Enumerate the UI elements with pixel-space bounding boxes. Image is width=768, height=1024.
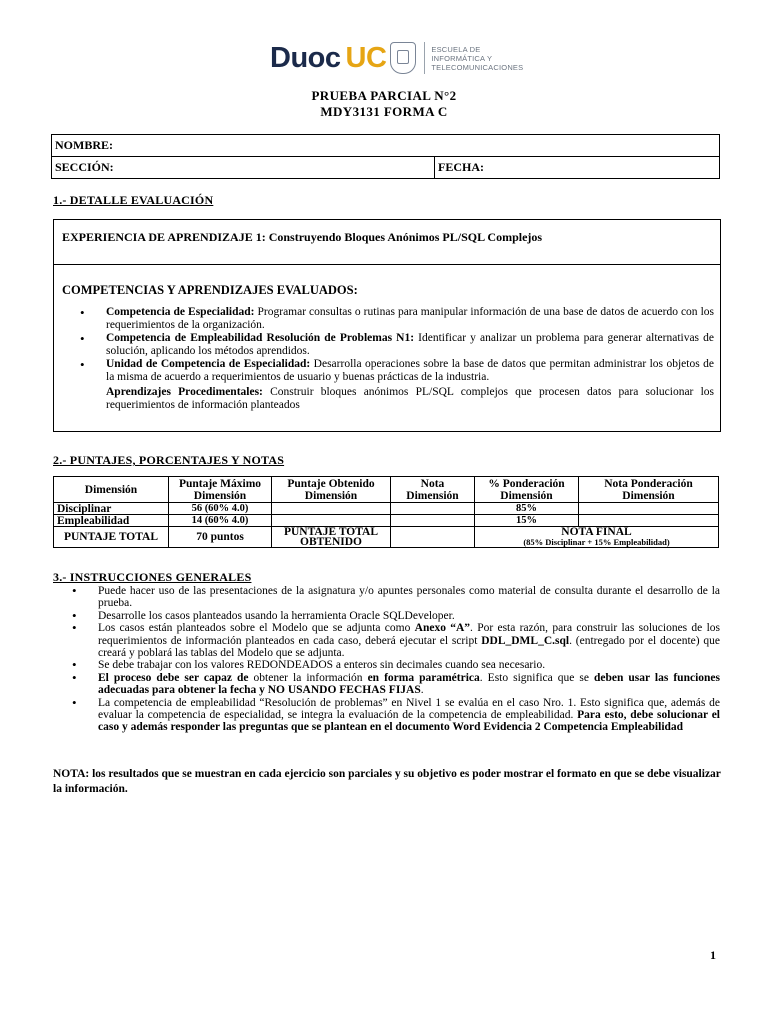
exam-title: PRUEBA PARCIAL N°2	[311, 88, 457, 103]
obtained-cell[interactable]	[272, 515, 391, 527]
list-item: • Desarrolle los casos planteados usando la herramienta Oracle SQLDeveloper.	[98, 610, 720, 622]
student-info-table	[51, 134, 720, 179]
col-header: Dimensión	[54, 477, 169, 503]
list-item: • La competencia de empleabilidad “Resolución de problemas” en Nivel 1 se evalúa en el caso Nro. 1. Esto significa que, además de evaluar la competencia de especialidad, se integra la evaluación de la competencia de empleabilidad. Para esto, debe solucionar el caso y además responder las preguntas que se plantean en el documento Word Evidencia 2 Competencia Empleabilidad	[98, 697, 720, 734]
page-number: 1	[710, 948, 716, 962]
scores-table	[53, 476, 719, 548]
seal-icon	[390, 42, 416, 74]
instructions-list	[98, 585, 720, 734]
col-header: Puntaje Máximo Dimensión	[169, 477, 272, 503]
learning-experience: EXPERIENCIA DE APRENDIZAJE 1: Construyendo Bloques Anónimos PL/SQL Complejos	[62, 230, 543, 244]
section3-heading: 3.- INSTRUCCIONES GENERALES	[53, 570, 252, 584]
brand-uc: UC	[345, 41, 387, 74]
date-field[interactable]: FECHA:	[435, 157, 720, 179]
obtained-cell[interactable]	[272, 503, 391, 515]
weighted-grade-cell[interactable]	[579, 503, 719, 515]
section1-heading: 1.- DETALLE EVALUACIÓN	[53, 193, 214, 207]
brand-duoc: Duoc	[270, 41, 341, 74]
col-header: % Ponderación Dimensión	[475, 477, 579, 503]
col-header: Puntaje Obtenido Dimensión	[272, 477, 391, 503]
list-item: • Se debe trabajar con los valores REDONDEADOS a enteros sin decimales cuando sea necesario.	[98, 659, 720, 671]
competencies-heading: COMPETENCIAS Y APRENDIZAJES EVALUADOS:	[62, 283, 358, 297]
list-item: • Competencia de Empleabilidad Resolución de Problemas N1: Identificar y analizar un problema para generar alternativas de solución, aplicando los métodos aprendidos.	[106, 332, 714, 358]
duoc-uc-logo	[270, 38, 523, 78]
final-grade-cell: NOTA FINAL (85% Disciplinar + 15% Empleabilidad)	[475, 527, 719, 548]
school-name: ESCUELA DE INFORMÁTICA Y TELECOMUNICACIONES	[431, 44, 524, 72]
table-row: Empleabilidad 14 (60% 4.0) 15%	[54, 515, 719, 527]
table-row: Disciplinar 56 (60% 4.0) 85%	[54, 503, 719, 515]
list-item: • Competencia de Especialidad: Programar consultas o rutinas para manipular información de una base de datos de acuerdo con los requerimientos de la organización.	[106, 306, 714, 332]
section-field[interactable]: SECCIÓN:	[52, 157, 435, 179]
list-item: • Puede hacer uso de las presentaciones de la asignatura y/o apuntes personales como material de consulta durante el desarrollo de la prueba.	[98, 585, 720, 610]
list-item: • Los casos están planteados sobre el Modelo que se adjunta como Anexo “A”. Por esta razón, para construir las soluciones de los requerimientos de información planteados en cada caso, deberá ejecutar el script DDL_DML_C.sql. (entregado por el docente) que creará y poblará las tablas del Modelo que se adjunta.	[98, 622, 720, 659]
note: NOTA: los resultados que se muestran en cada ejercicio son parciales y su objetivo es poder mostrar el formato en que se debe visualizar la información.	[53, 768, 721, 795]
name-field[interactable]: NOMBRE:	[52, 135, 720, 157]
evaluation-detail-box	[53, 219, 721, 432]
weighted-grade-cell[interactable]	[579, 515, 719, 527]
total-cell[interactable]	[391, 527, 475, 548]
grade-cell[interactable]	[391, 515, 475, 527]
competencies-list	[106, 306, 714, 384]
exam-subtitle: MDY3131 FORMA C	[320, 104, 448, 119]
col-header: Nota Dimensión	[391, 477, 475, 503]
table-row: PUNTAJE TOTAL 70 puntos PUNTAJE TOTAL OBTENIDO NOTA FINAL (85% Disciplinar + 15% Empleabilidad)	[54, 527, 719, 548]
procedural-learning: Aprendizajes Procedimentales: Construir bloques anónimos PL/SQL complejos que procesen datos para solucionar los requerimientos de información planteados	[106, 386, 715, 411]
list-item: • El proceso debe ser capaz de obtener la información en forma paramétrica. Esto significa que se deben usar las funciones adecuadas para obtener la fecha y NO USANDO FECHAS FIJAS.	[98, 672, 720, 697]
section2-heading: 2.- PUNTAJES, PORCENTAJES Y NOTAS	[53, 453, 285, 467]
col-header: Nota Ponderación Dimensión	[579, 477, 719, 503]
logo-divider	[424, 42, 425, 74]
grade-cell[interactable]	[391, 503, 475, 515]
list-item: • Unidad de Competencia de Especialidad: Desarrolla operaciones sobre la base de datos que permitan administrar los objetos de la misma de acuerdo a requerimientos de usuario y buenas prácticas de la industria.	[106, 358, 714, 384]
